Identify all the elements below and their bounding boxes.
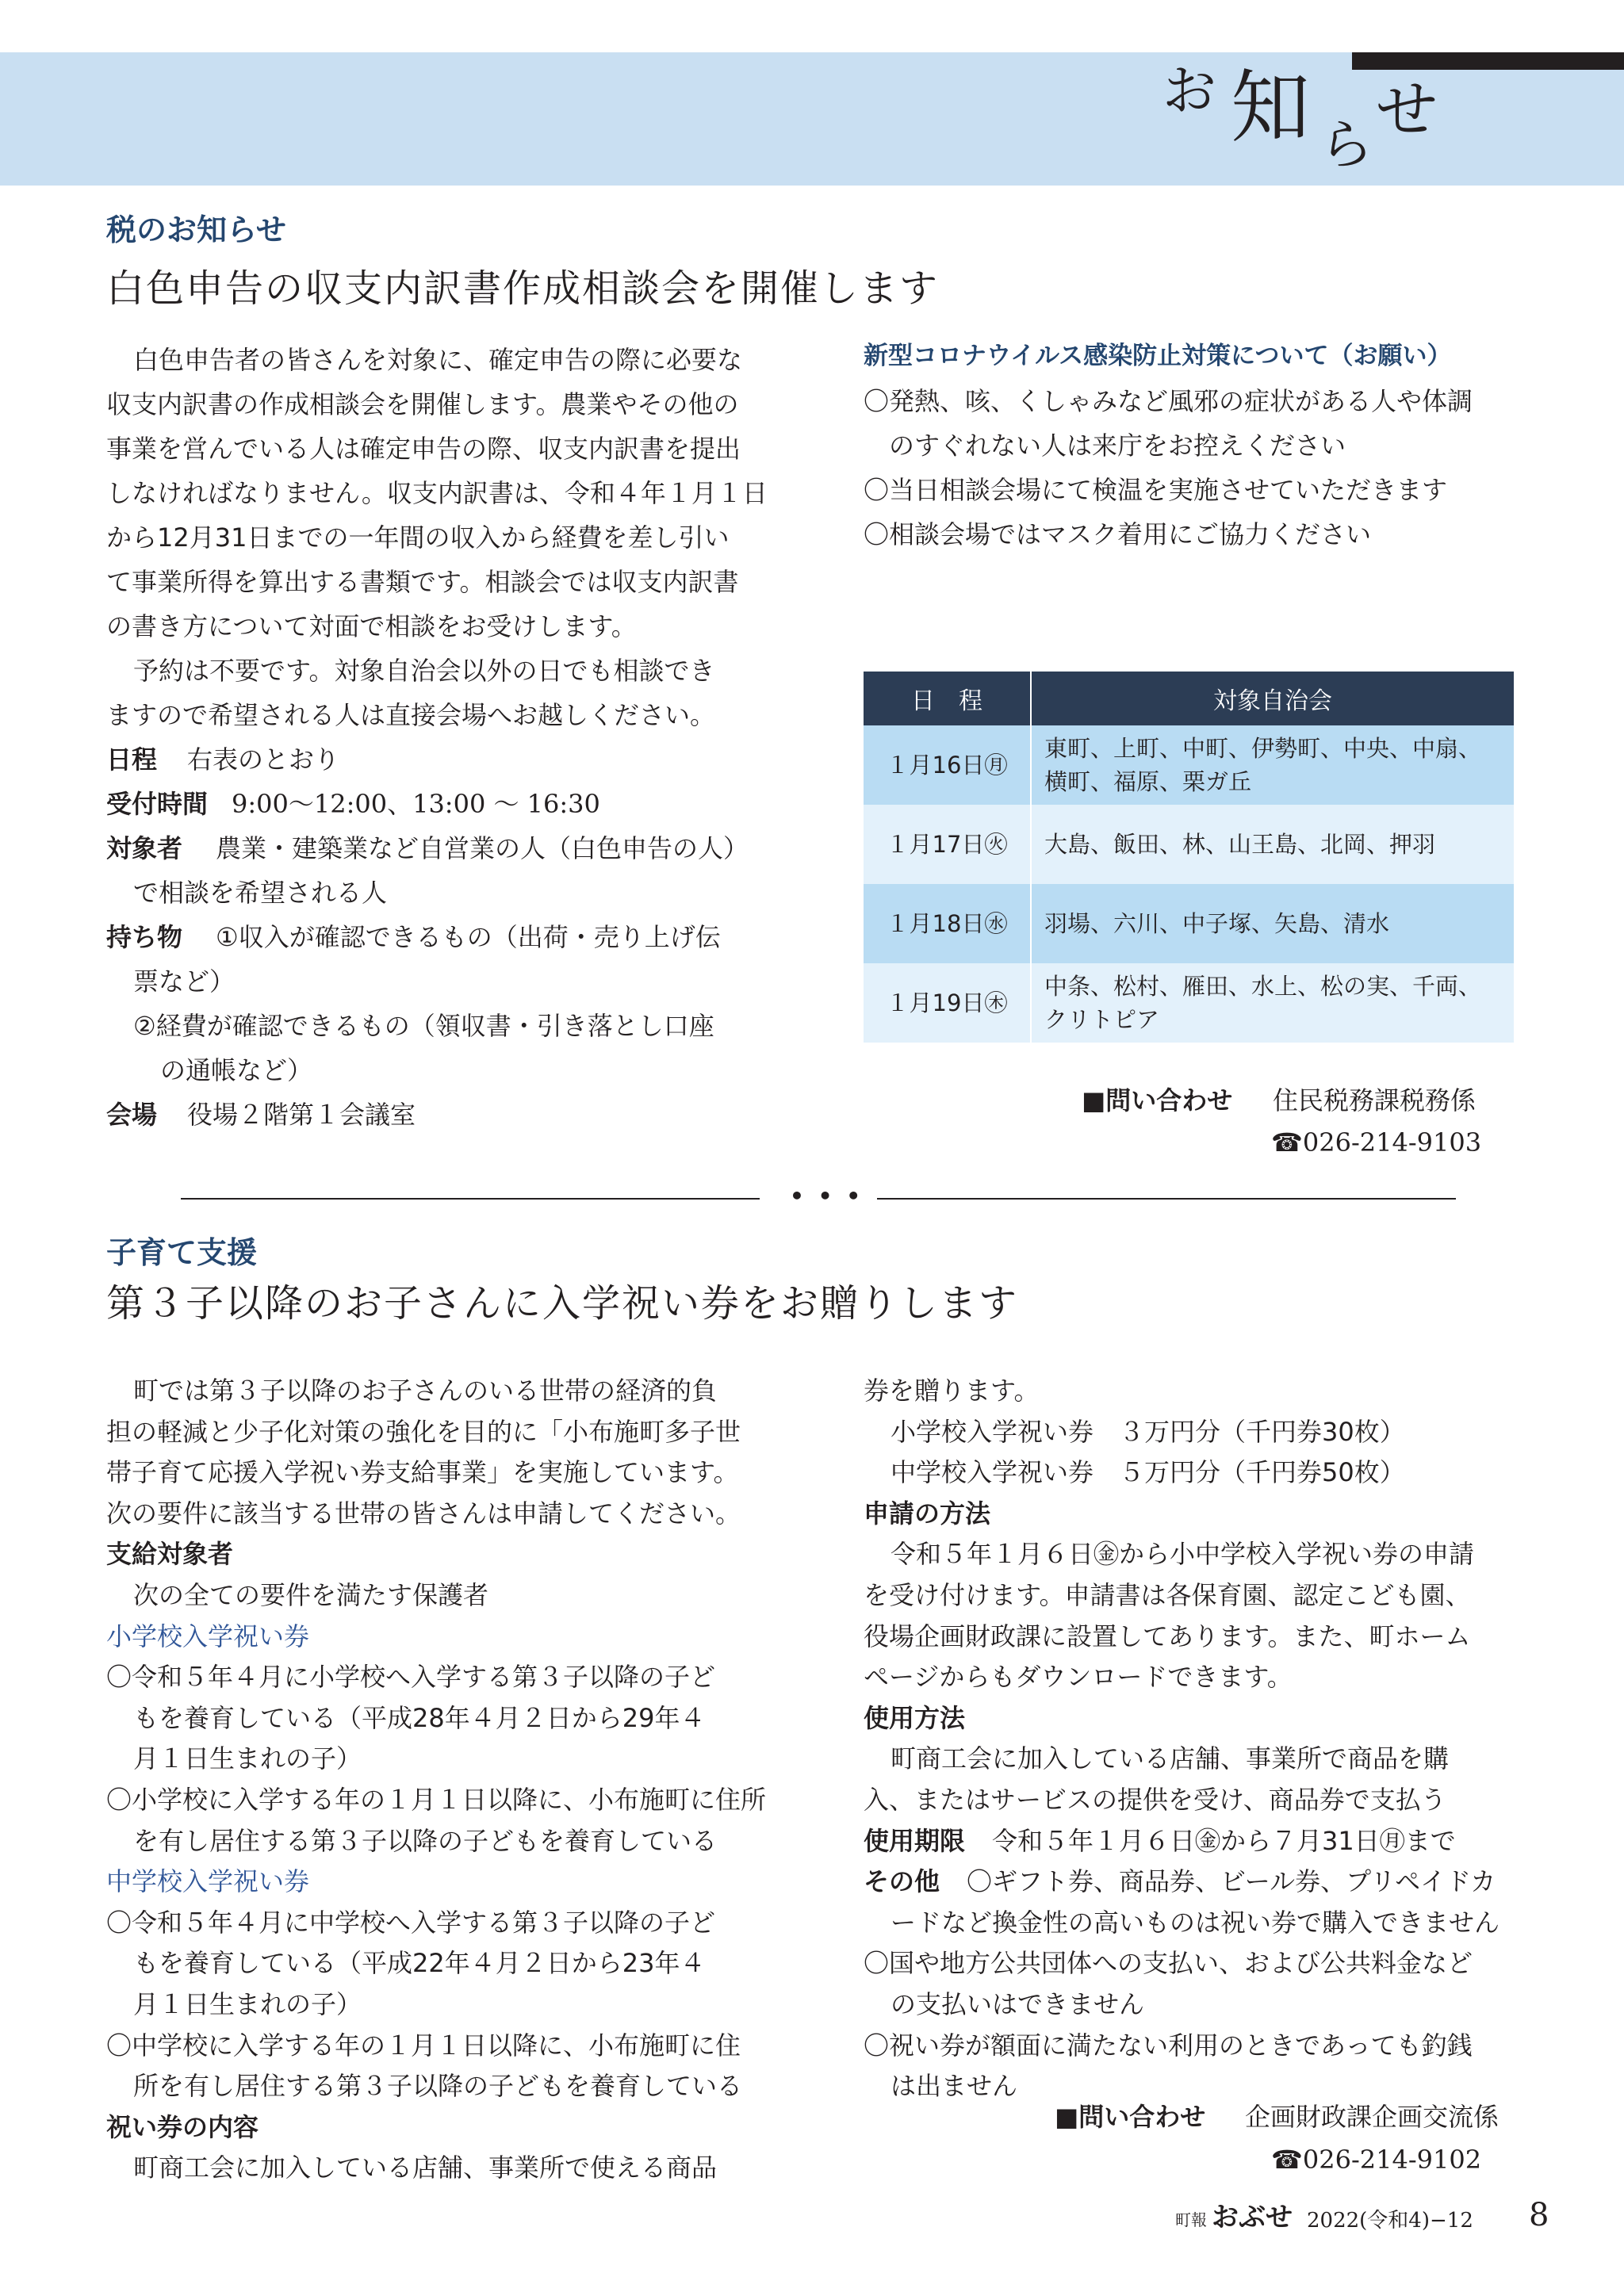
table-cell-date: １月18日㊌ — [864, 884, 1031, 963]
tax-paragraph-line: 予約は不要です。対象自治会以外の日でも相談でき — [133, 656, 715, 686]
header-title-char: お — [1162, 60, 1217, 123]
items-value-cont: 票など） — [133, 966, 236, 997]
footer-issue: 2022(令和4)−12 — [1307, 2209, 1473, 2233]
tax-paragraph-line: から12月31日までの一年間の収入から経費を差し引い — [106, 522, 730, 553]
child-title: 第３子以降のお子さんに入学祝い券をお贈りします — [106, 1281, 1019, 1326]
corona-line: 〇相談会場ではマスク着用にご協力ください — [864, 519, 1372, 549]
paragraph-line: 〇令和５年４月に小学校へ入学する第３子以降の子ど — [106, 1662, 716, 1693]
reception-value: 9:00～12:00、13:00 ～ 16:30 — [232, 789, 600, 819]
line-value: 〇ギフト券、商品券、ビール券、プリペイドカ — [967, 1866, 1496, 1897]
table-cell-date: １月19日㊍ — [864, 963, 1031, 1043]
tax-paragraph-line: しなければなりません。収支内訳書は、令和４年１月１日 — [106, 478, 768, 508]
tax-paragraph-line: ますので希望される人は直接会場へお越しください。 — [106, 700, 716, 730]
line-label: その他 — [864, 1866, 940, 1897]
section-divider-dots: • • • — [790, 1183, 864, 1209]
header-title-char: せ — [1376, 75, 1438, 146]
child-contact-phone: ☎026-214-9102 — [1271, 2145, 1482, 2175]
subsection-heading: 支給対象者 — [106, 1539, 234, 1570]
paragraph-line: 町商工会に加入している店舗、事業所で商品を購 — [891, 1743, 1450, 1774]
section-divider-right — [877, 1198, 1456, 1200]
paragraph-line: 〇小学校に入学する年の１月１日以降に、小布施町に住所 — [106, 1785, 767, 1815]
items-label: 持ち物 — [106, 922, 183, 952]
schedule-table — [864, 672, 1514, 1043]
table-cell-date: １月16日㊊ — [864, 725, 1031, 805]
schedule-label: 日程 — [106, 744, 158, 775]
child-category: 子育て支援 — [106, 1235, 258, 1270]
paragraph-line: もを養育している（平成22年４月２日から23年４ — [133, 1948, 706, 1979]
child-contact-label: ■ 問い合わせ — [1055, 2104, 1205, 2130]
corona-heading: 新型コロナウイルス感染防止対策について（お願い） — [864, 342, 1452, 370]
square-bullet-icon — [1055, 2102, 1078, 2132]
tax-category: 税のお知らせ — [106, 212, 286, 247]
table-cell-areas: 東町、上町、中町、伊勢町、中央、中扇、横町、福原、栗ガ丘 — [1031, 725, 1514, 805]
schedule-value: 右表のとおり — [187, 744, 340, 775]
line-label: 使用期限 — [864, 1825, 966, 1856]
tax-paragraph-line: 収支内訳書の作成相談会を開催します。農業やその他の — [106, 389, 739, 419]
tax-title: 白色申告の収支内訳書作成相談会を開催します — [106, 266, 940, 311]
paragraph-line: 〇祝い券が額面に満たない利用のときであっても釣銭 — [864, 2030, 1473, 2061]
subsection-heading: 使用方法 — [864, 1702, 966, 1733]
target-value: 農業・建築業など自営業の人（白色申告の人） — [216, 833, 749, 863]
paragraph-line: 〇中学校に入学する年の１月１日以降に、小布施町に住 — [106, 2030, 741, 2061]
tax-paragraph-line: 事業を営んでいる人は確定申告の際、収支内訳書を提出 — [106, 434, 741, 464]
tax-paragraph-line: の書き方について対面で相談をお受けします。 — [106, 611, 637, 641]
table-cell-areas: 大島、飯田、林、山王島、北岡、押羽 — [1031, 805, 1514, 884]
section-divider-left — [181, 1198, 760, 1200]
paragraph-line: 入、またはサービスの提供を受け、商品券で支払う — [864, 1785, 1446, 1815]
tax-paragraph-line: 白色申告者の皆さんを対象に、確定申告の際に必要な — [133, 345, 743, 375]
paragraph-line: 〇令和５年４月に中学校へ入学する第３子以降の子ど — [106, 1907, 716, 1938]
paragraph-line: 帯子育て応援入学祝い券支給事業」を実施しています。 — [106, 1457, 739, 1488]
page-number: 8 — [1529, 2197, 1549, 2233]
table-row — [864, 805, 1514, 884]
paragraph-line: 次の全ての要件を満たす保護者 — [133, 1580, 489, 1610]
header-accent-bar — [1352, 52, 1624, 70]
paragraph-line: 中学校入学祝い券 ５万円分（千円券50枚） — [891, 1457, 1405, 1488]
square-bullet-icon — [1082, 1085, 1105, 1115]
table-header-date: 日 程 — [864, 672, 1031, 725]
paragraph-line: 小学校入学祝い券 ３万円分（千円券30枚） — [891, 1416, 1405, 1447]
subsection-subheading: 小学校入学祝い券 — [106, 1621, 310, 1651]
paragraph-line: 月１日生まれの子） — [133, 1989, 362, 2019]
corona-line: 〇発熱、咳、くしゃみなど風邪の症状がある人や体調 — [864, 386, 1473, 416]
venue-label: 会場 — [106, 1100, 158, 1130]
items-value: ①収入が確認できるもの（出荷・売り上げ伝 — [216, 922, 721, 952]
footer-name: おぶせ — [1212, 2202, 1293, 2233]
subsection-subheading: 中学校入学祝い券 — [106, 1866, 310, 1897]
table-cell-areas: 羽場、六川、中子塚、矢島、清水 — [1031, 884, 1514, 963]
paragraph-line: 役場企画財政課に設置してあります。また、町ホーム — [864, 1621, 1471, 1651]
paragraph-line: 券を贈ります。 — [864, 1376, 1040, 1406]
subsection-heading: 祝い券の内容 — [106, 2111, 259, 2142]
table-header-area: 対象自治会 — [1031, 672, 1514, 725]
tax-contact-phone: ☎026-214-9103 — [1271, 1127, 1482, 1158]
tax-contact-dept: 住民税務課税務係 — [1273, 1085, 1477, 1115]
line-value: 令和５年１月６日㊎から７月31日㊊まで — [992, 1825, 1456, 1856]
subsection-heading: 申請の方法 — [864, 1498, 991, 1529]
labeled-line — [864, 1825, 1456, 1856]
paragraph-line: 月１日生まれの子） — [133, 1743, 362, 1774]
tax-paragraph-line: て事業所得を算出する書類です。相談会では収支内訳書 — [106, 567, 739, 597]
paragraph-line: 〇国や地方公共団体への支払い、および公共料金など — [864, 1948, 1473, 1979]
header-title-char: 知 — [1231, 61, 1310, 154]
paragraph-line: 次の要件に該当する世帯の皆さんは申請してください。 — [106, 1498, 741, 1529]
target-value-cont: で相談を希望される人 — [133, 878, 388, 908]
paragraph-line: は出ません — [891, 2071, 1018, 2102]
paragraph-line: 所を有し居住する第３子以降の子どもを養育している — [133, 2071, 743, 2102]
table-cell-areas: 中条、松村、雁田、水上、松の実、千両、クリトピア — [1031, 963, 1514, 1043]
table-row — [864, 884, 1514, 963]
table-cell-date: １月17日㊋ — [864, 805, 1031, 884]
reception-label: 受付時間 — [106, 789, 209, 819]
table-row — [864, 963, 1514, 1043]
venue-value: 役場２階第１会議室 — [187, 1100, 416, 1130]
paragraph-line: を受け付けます。申請書は各保育園、認定こども園、 — [864, 1580, 1471, 1610]
table-row — [864, 725, 1514, 805]
paragraph-line: ページからもダウンロードできます。 — [864, 1662, 1293, 1693]
corona-line: のすぐれない人は来庁をお控えください — [889, 430, 1346, 461]
paragraph-line: ードなど換金性の高いものは祝い券で購入できません — [891, 1907, 1500, 1938]
header-title-char: ら — [1320, 114, 1374, 177]
paragraph-line: 町では第３子以降のお子さんのいる世帯の経済的負 — [133, 1376, 718, 1406]
target-label: 対象者 — [106, 833, 183, 863]
footer-machi: 町報 — [1175, 2210, 1207, 2229]
tax-contact-label: ■ 問い合わせ — [1082, 1088, 1232, 1113]
items-value-cont: の通帳など） — [160, 1055, 313, 1085]
items-value: ②経費が確認できるもの（領収書・引き落とし口座 — [133, 1011, 714, 1041]
paragraph-line: 担の軽減と少子化対策の強化を目的に「小布施町多子世 — [106, 1416, 741, 1447]
paragraph-line: 令和５年１月６日㊎から小中学校入学祝い券の申請 — [891, 1539, 1475, 1570]
paragraph-line: もを養育している（平成28年４月２日から29年４ — [133, 1702, 706, 1733]
corona-line: 〇当日相談会場にて検温を実施させていただきます — [864, 475, 1448, 505]
child-contact-dept: 企画財政課企画交流係 — [1245, 2102, 1500, 2132]
paragraph-line: 町商工会に加入している店舗、事業所で使える商品 — [133, 2152, 718, 2183]
paragraph-line: を有し居住する第３子以降の子どもを養育している — [133, 1825, 718, 1856]
labeled-line — [864, 1866, 1496, 1897]
paragraph-line: の支払いはできません — [891, 1989, 1145, 2019]
